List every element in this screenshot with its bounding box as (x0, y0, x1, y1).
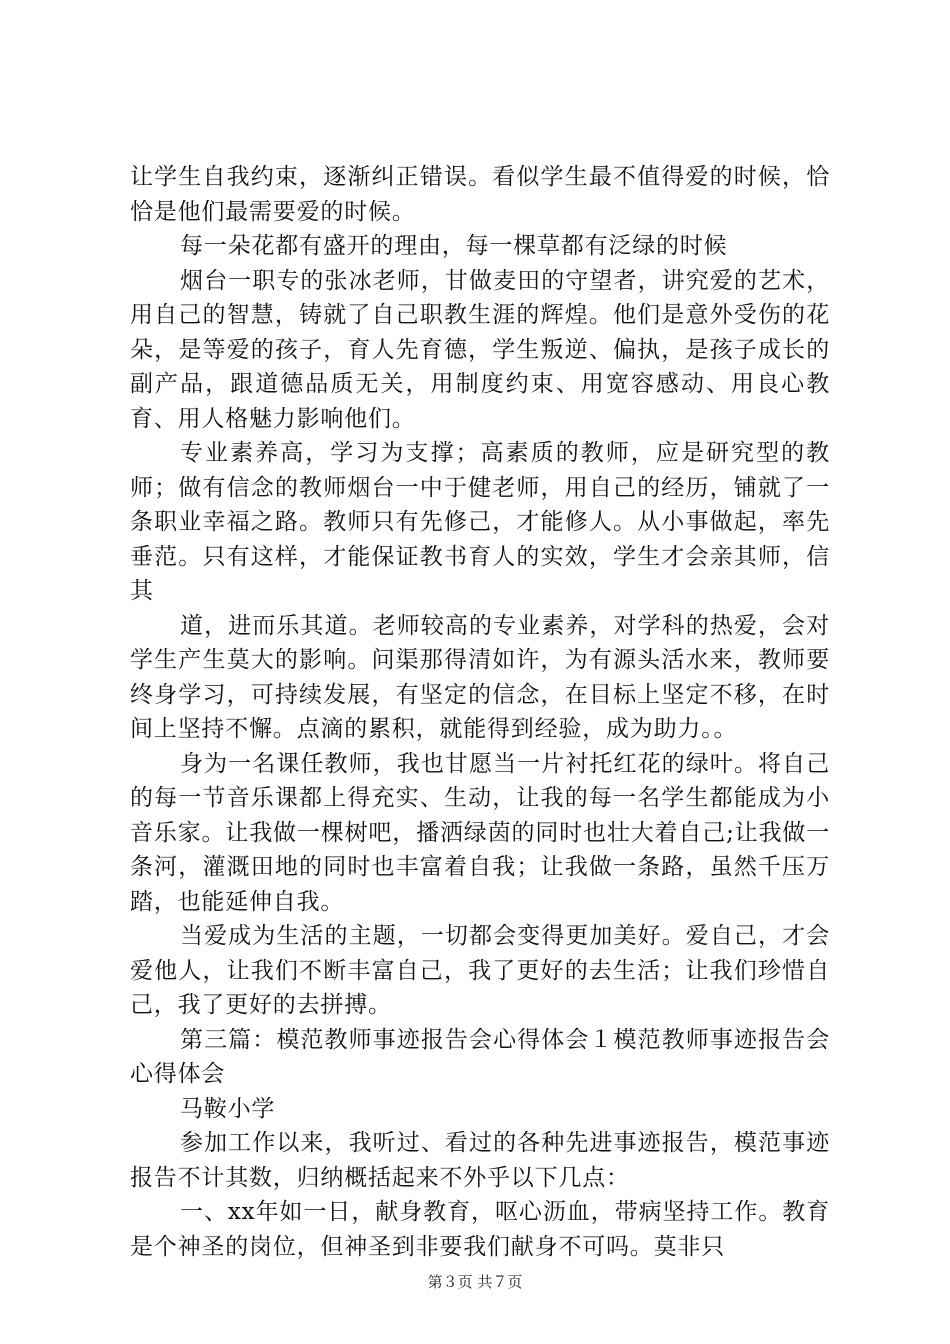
author-line: 马鞍小学 (180, 1095, 276, 1122)
paragraph: 每一朵花都有盛开的理由，每一棵草都有泛绿的时候 (180, 233, 728, 259)
paragraph: 当爱成为生活的主题，一切都会变得更加美好。爱自己，才会爱他人，让我们不断丰富自己，我了更好的去生活；让我们珍惜自己，我了更好的去拼搏。 (130, 923, 830, 1018)
paragraph: 参加工作以来，我听过、看过的各种先进事迹报告，模范事迹报告不计其数，归纳概括起来不外乎以下几点： (130, 1130, 830, 1191)
section-heading: 第三篇：模范教师事迹报告会心得体会１模范教师事迹报告会心得体会 (130, 1026, 830, 1087)
paragraph: 身为一名课任教师，我也甘愿当一片衬托红花的绿叶。将自己的每一节音乐课都上得充实、生动，让我的每一名学生都能成为小音乐家。让我做一棵树吧，播洒绿茵的同时也壮大着自己;让我做一条河，灌溉田地的同时也丰富着自我；让我做一条路，虽然千压万踏，也能延伸自我。 (130, 750, 830, 915)
paragraph: 道，进而乐其道。老师较高的专业素养，对学科的热爱，会对学生产生莫大的影响。问渠那得清如许，为有源头活水来，教师要终身学习，可持续发展，有坚定的信念，在目标上坚定不移，在时间上坚持不懈。点滴的累积，就能得到经验，成为助力。。 (130, 612, 830, 742)
paragraph: 专业素养高，学习为支撑；高素质的教师，应是研究型的教师；做有信念的教师烟台一中于健老师，用自己的经历，铺就了一条职业幸福之路。教师只有先修己，才能修人。从小事做起，率先垂范。只有这样，才能保证教书育人的实效，学生才会亲其师，信其 (130, 440, 830, 604)
paragraph: 让学生自我约束，逐渐纠正错误。看似学生最不值得爱的时候，恰恰是他们最需要爱的时候。 (130, 164, 830, 225)
document-body (130, 160, 830, 1264)
paragraph: 烟台一职专的张冰老师，甘做麦田的守望者，讲究爱的艺术，用自己的智慧，铸就了自己职教生涯的辉煌。他们是意外受伤的花朵，是等爱的孩子，育人先育德，学生叛逆、偏执，是孩子成长的副产品，跟道德品质无关，用制度约束、用宽容感动、用良心教育、用人格魅力影响他们。 (130, 267, 830, 432)
page-number-footer: 第３页 共７页 (427, 1273, 523, 1291)
paragraph: 一、xx年如一日，献身教育，呕心沥血，带病坚持工作。教育是个神圣的岗位，但神圣到非要我们献身不可吗。莫非只 (130, 1199, 830, 1260)
